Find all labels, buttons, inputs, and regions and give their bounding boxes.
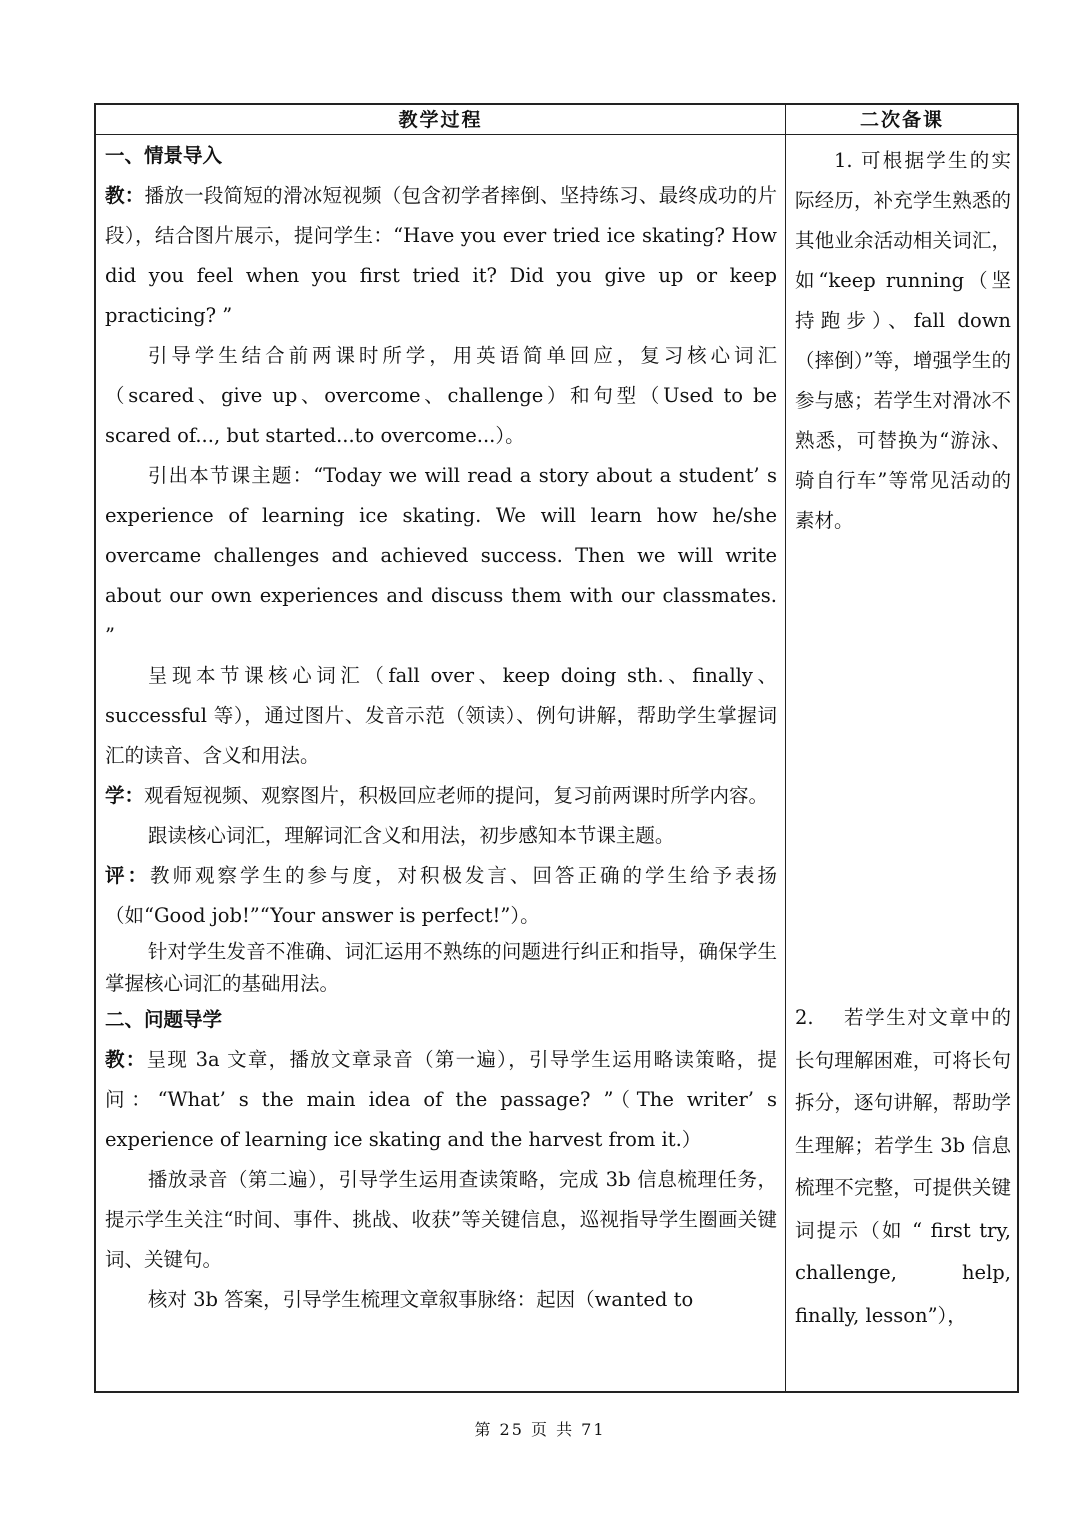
header-teaching-process: 教学过程 — [96, 105, 785, 135]
paragraph-teacher-1 — [105, 176, 777, 336]
paragraph: 核对 3b 答案，引导学生梳理文章叙事脉络：起因（wanted to — [147, 1288, 694, 1311]
note-text: 1. 可根据学生的实际经历，补充学生熟悉的其他业余活动相关词汇，如“keep running（坚持跑步）、fall down（摔倒）”等，增强学生的参与感；若学生对滑冰不熟悉，可替换为“游泳、骑自行车”等常见活动的素材。 — [795, 149, 1011, 532]
label-student: 学： — [105, 784, 145, 807]
paragraph: 播放录音（第二遍），引导学生运用查读策略，完成 3b 信息梳理任务，提示学生关注“时间、事件、挑战、收获”等关键信息，巡视指导学生圈画关键词、关键句。 — [105, 1168, 777, 1271]
paragraph-evaluation — [105, 856, 777, 936]
label-evaluation: 评： — [105, 864, 150, 887]
paragraph-text: 呈现 3a 文章，播放文章录音（第一遍），引导学生运用略读策略，提问：“What’ s the main idea of the passage? ”（The writer’ s experience of learning ice skating and the harvest from it.） — [105, 1048, 777, 1151]
paragraph-text: 观看短视频、观察图片，积极回应老师的提问，复习前两课时所学内容。 — [144, 784, 769, 807]
teaching-process-column — [105, 136, 777, 1320]
column-divider — [785, 105, 786, 1391]
lesson-plan-table — [94, 103, 1019, 1393]
section-title-1: 一、情景导入 — [105, 144, 223, 167]
paragraph: 针对学生发音不准确、词汇运用不熟练的问题进行纠正和指导，确保学生掌握核心词汇的基础用法。 — [105, 940, 777, 995]
paragraph-text: 教师观察学生的参与度，对积极发言、回答正确的学生给予表扬（如“Good job!”“Your answer is perfect!”）。 — [105, 864, 777, 927]
note-1 — [795, 141, 1011, 541]
page-number: 第 25 页 共 71 — [474, 1420, 606, 1439]
label-teacher: 教： — [105, 184, 145, 207]
paragraph: 引出本节课主题：“Today we will read a story about a student’ s experience of learning ice skating. We will learn how he/she overcame challenges and achieved success. Then we will write about our own experiences and discuss them with our classmates. ” — [105, 464, 777, 647]
paragraph: 引导学生结合前两课时所学，用英语简单回应，复习核心词汇（scared、give up、overcome、challenge）和句型（Used to be scared of..., but started...to overcome...）。 — [105, 344, 777, 447]
section-title-2: 二、问题导学 — [105, 1008, 223, 1031]
paragraph: 呈现本节课核心词汇（fall over、keep doing sth.、finally、successful 等），通过图片、发音示范（领读）、例句讲解，帮助学生掌握词汇的读音、含义和用法。 — [105, 664, 777, 767]
paragraph-text: 播放一段简短的滑冰短视频（包含初学者摔倒、坚持练习、最终成功的片段），结合图片展示，提问学生：“Have you ever tried ice skating? How did you feel when you first tried it? Did you give up or keep practicing? ” — [105, 184, 777, 327]
note-2 — [795, 997, 1011, 1337]
paragraph: 跟读核心词汇，理解词汇含义和用法，初步感知本节课主题。 — [147, 824, 675, 847]
label-teacher: 教： — [105, 1048, 147, 1071]
header-secondary-notes: 二次备课 — [785, 105, 1019, 135]
paragraph-student — [105, 776, 777, 816]
paragraph-teacher-2 — [105, 1040, 777, 1160]
note-text: 2. 若学生对文章中的长句理解困难，可将长句拆分，逐句讲解，帮助学生理解；若学生 3b 信息梳理不完整，可提供关键词提示（如 “ first try, challenge, help, finally, lesson”）， — [795, 1006, 1011, 1327]
